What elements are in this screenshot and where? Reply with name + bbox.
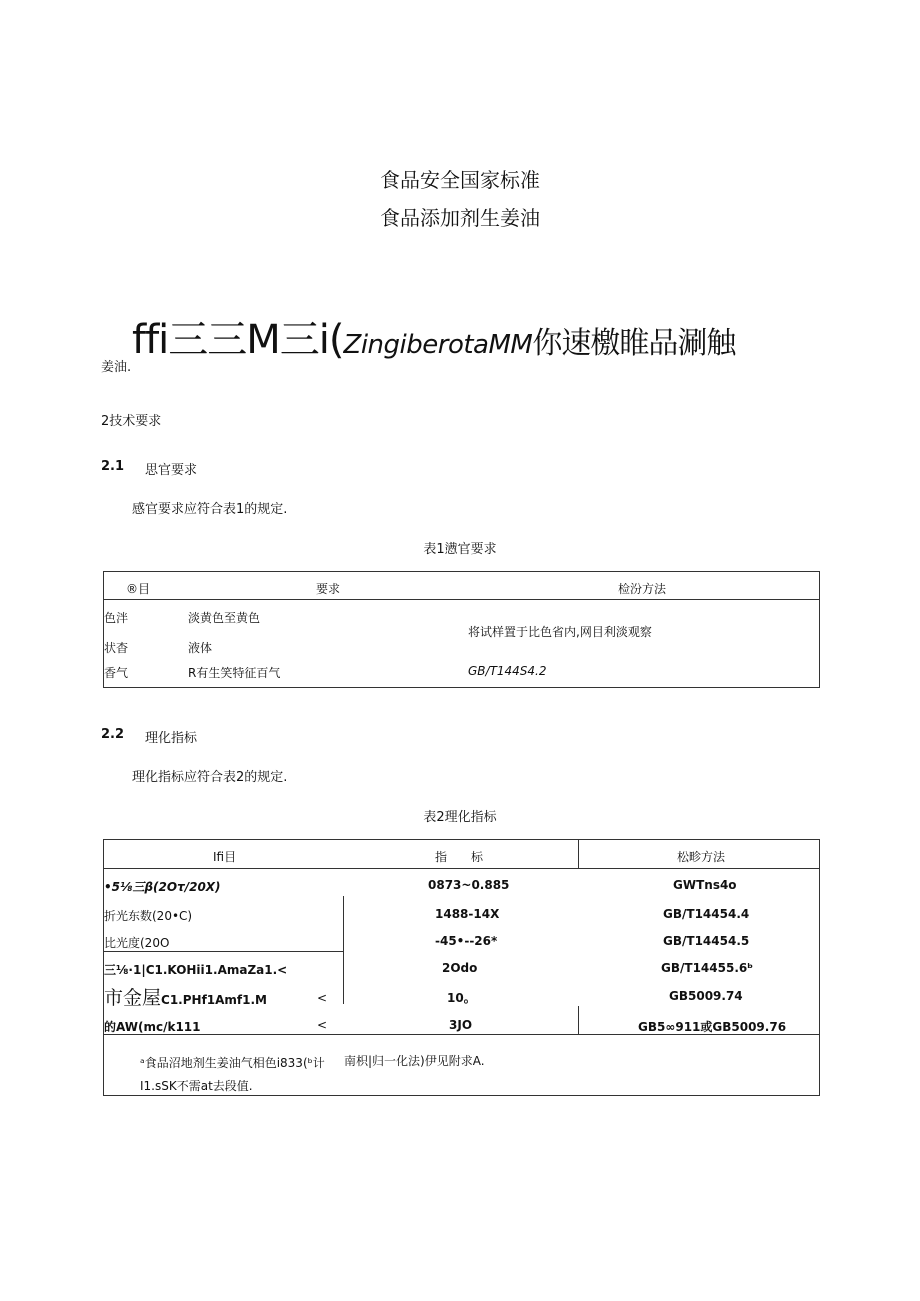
table-1-row-color-item: 色泮: [104, 611, 129, 625]
table-2-row3-method: GB/T14454.5: [663, 934, 750, 948]
document-title-line2: 食品添加剂生姜油: [380, 206, 540, 230]
section-2-2-body: 理化指标应符合表2的规定.: [132, 770, 288, 785]
table-2-row2-item: 折光东数(20•C): [104, 909, 193, 923]
table-2-header-rule: [104, 868, 819, 869]
table-2-row4-value: 2Odo: [442, 961, 478, 975]
table-1-header-method: 检汾方法: [618, 582, 667, 596]
table-2-row5-item: [104, 983, 267, 1010]
table-2-row3-value: -45•--26*: [435, 934, 498, 948]
table-2-row6-mark: <: [317, 1018, 328, 1032]
physicochemical-table: [103, 839, 820, 1096]
table-2-row5-item-rest: C1.PHf1Amf1.M: [161, 993, 267, 1007]
scope-garbled-line: [132, 308, 735, 365]
table-2-row3-item: 比光度(20O: [104, 936, 170, 950]
table-2-header-divider: [578, 840, 579, 868]
scope-garbled-b: 你速檄睢品涮触: [532, 326, 736, 361]
table-1-row-color-req: 淡黄色至黄色: [188, 611, 261, 625]
table-1-method-aroma: GB/T144S4.2: [468, 664, 547, 678]
scope-continuation: 姜油.: [101, 360, 132, 375]
section-2-2-title: 理化指标: [145, 731, 198, 746]
table-1-row-state-req: 液体: [188, 641, 213, 655]
document-title-line1: 食品安全国家标准: [380, 168, 540, 192]
table-1-header-rule: [104, 599, 819, 600]
table-2-inner-divider: [343, 896, 344, 1004]
table-2-row1-method: GWTns4o: [673, 878, 737, 892]
table-2-row5-value: 10。: [447, 991, 476, 1005]
table-2-row5-item-big: 市金屋: [104, 987, 162, 1009]
table-1-method-merged: 将试样置于比色省内,网目利淡观察: [468, 625, 652, 639]
table-2-header-value: 指 标: [435, 850, 484, 864]
section-2-1-body: 感官要求应符合表1的规定.: [132, 502, 288, 517]
scope-garbled-a: ffi三三M三i(: [132, 317, 344, 363]
section-2-1-number: 2.1: [101, 459, 125, 474]
table-1-row-state-item: 状杳: [104, 641, 129, 655]
table-2-inner-rule: [104, 951, 343, 952]
table-1-row-aroma-item: 香气: [104, 666, 129, 680]
table-2-header-item: Ifi目: [213, 850, 237, 864]
table-2-row6-item: 的AW(mc/k111: [104, 1020, 201, 1034]
table-2-row6-value: 3JO: [449, 1018, 473, 1032]
table-2-row-divider: [578, 1006, 579, 1034]
table-2-note-b: I1.sSK不需at去段值.: [140, 1079, 253, 1093]
table-2-row1-item: •5⅛三β(2Oτ/20X): [104, 880, 221, 894]
section-2-heading: 2技术要求: [101, 414, 162, 429]
sensory-table: [103, 571, 820, 688]
table-2-header-method: 松畛方法: [677, 850, 726, 864]
table-2-caption: 表2理化指标: [423, 810, 497, 825]
table-1-header-requirement: 要求: [316, 582, 341, 596]
table-1-row-aroma-req: R有生笑特征百气: [188, 666, 281, 680]
table-2-row4-method: GB/T14455.6ᵇ: [661, 961, 753, 975]
table-2-row4-item: 三⅛·1|C1.KOHii1.AmaZa1.<: [104, 963, 288, 977]
table-2-note-a: ᵃ食品沼地剂生姜油气相色i833(ᵇ计: [140, 1056, 325, 1070]
section-2-1-title: 思官要求: [145, 463, 198, 478]
table-2-row6-method: GB5∞911或GB5009.76: [638, 1020, 787, 1034]
table-2-row5-mark: <: [317, 991, 328, 1005]
section-2-2-number: 2.2: [101, 727, 125, 742]
table-2-note-a2: 南枳|归一化法)伊见附求A.: [344, 1054, 485, 1068]
table-1-caption: 表1懑官要求: [423, 542, 497, 557]
table-2-row2-value: 1488-14X: [435, 907, 500, 921]
table-1-header-item: ®目: [126, 582, 151, 596]
table-2-row1-value: 0873~0.885: [428, 878, 510, 892]
table-2-row5-method: GB5009.74: [669, 989, 743, 1003]
table-2-row2-method: GB/T14454.4: [663, 907, 750, 921]
scope-garbled-italic: ZingiberotaMM: [343, 330, 533, 360]
